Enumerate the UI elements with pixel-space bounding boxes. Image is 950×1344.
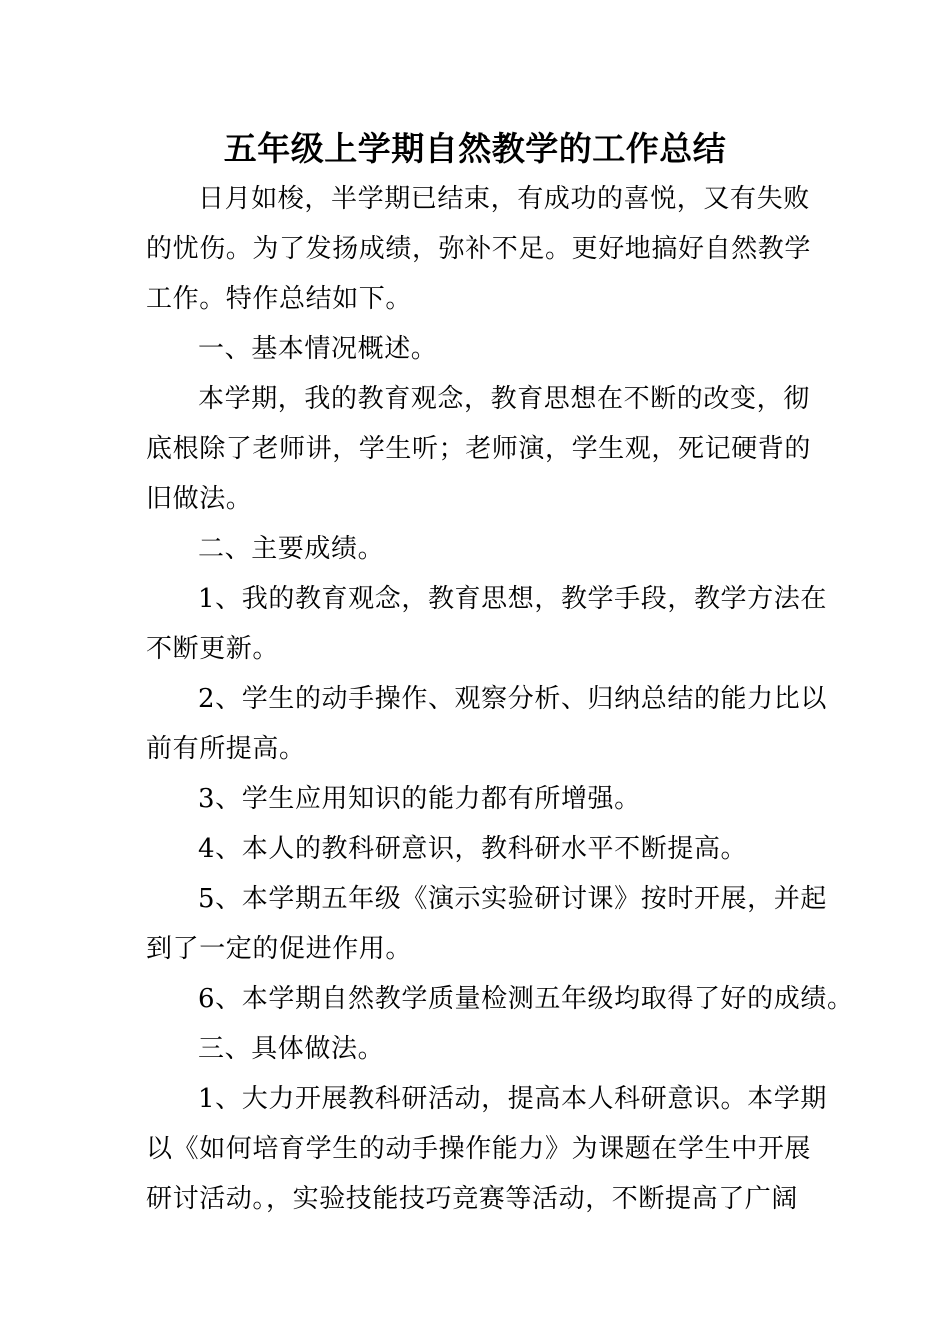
text-line: 日月如梭，半学期已结束，有成功的喜悦，又有失败	[198, 184, 810, 214]
text-line: 5、本学期五年级《演示实验研讨课》按时开展，并起	[198, 884, 827, 914]
paragraph	[146, 824, 810, 874]
text-line: 以《如何培育学生的动手操作能力》为课题在学生中开展	[146, 1134, 812, 1164]
text-line: 1、我的教育观念，教育思想，教学手段，教学方法在	[198, 584, 827, 614]
paragraph	[146, 524, 810, 574]
paragraph	[146, 574, 827, 674]
text-line: 本学期，我的教育观念，教育思想在不断的改变，彻	[198, 384, 810, 414]
paragraph	[146, 174, 810, 324]
text-line: 工作。特作总结如下。	[146, 284, 413, 314]
text-line: 4、本人的教科研意识，教科研水平不断提高。	[198, 834, 748, 864]
text-line: 二、主要成绩。	[198, 534, 385, 564]
text-line: 到了一定的促进作用。	[146, 934, 413, 964]
text-line: 前有所提高。	[146, 734, 306, 764]
paragraph	[146, 324, 810, 374]
text-line: 旧做法。	[146, 484, 253, 514]
text-line: 3、学生应用知识的能力都有所增强。	[198, 784, 641, 814]
paragraph	[146, 1024, 810, 1074]
text-line: 研讨活动。，实验技能技巧竞赛等活动，不断提高了广阔	[146, 1184, 799, 1214]
text-line: 1、大力开展教科研活动，提高本人科研意识。本学期	[198, 1084, 827, 1114]
paragraph	[146, 774, 810, 824]
text-line: 的忧伤。为了发扬成绩，弥补不足。更好地搞好自然教学	[146, 234, 812, 264]
document-title: 五年级上学期自然教学的工作总结	[223, 129, 727, 168]
paragraph	[146, 874, 827, 974]
document-body	[146, 174, 854, 1224]
text-line: 不断更新。	[146, 634, 280, 664]
text-line: 底根除了老师讲，学生听；老师演，学生观，死记硬背的	[146, 434, 812, 464]
text-line: 一、基本情况概述。	[198, 334, 438, 364]
paragraph	[146, 974, 854, 1024]
text-line: 6、本学期自然教学质量检测五年级均取得了好的成绩。	[198, 984, 854, 1014]
paragraph	[146, 1074, 827, 1224]
text-line: 2、学生的动手操作、观察分析、归纳总结的能力比以	[198, 684, 827, 714]
paragraph	[146, 374, 810, 524]
text-line: 三、具体做法。	[198, 1034, 385, 1064]
paragraph	[146, 674, 827, 774]
